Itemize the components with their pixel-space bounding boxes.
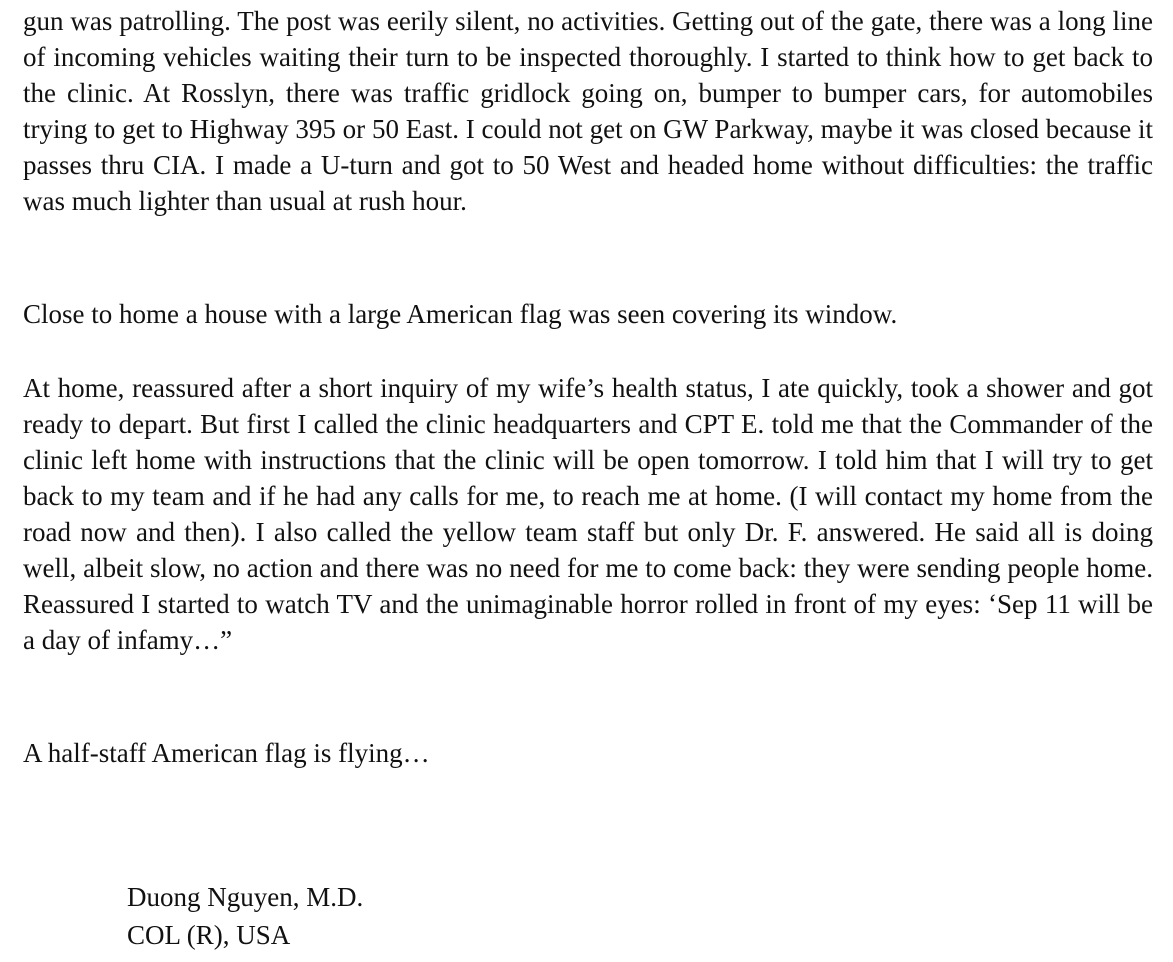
signature-name: Duong Nguyen, M.D. bbox=[127, 882, 364, 912]
paragraph-half-staff: A half-staff American flag is flying… bbox=[23, 738, 430, 768]
signature-block bbox=[127, 878, 363, 954]
signature-title: COL (R), USA bbox=[127, 920, 291, 950]
paragraph-drive-home: gun was patrolling. The post was eerily silent, no activities. Getting out of the gate, there was a long line of incoming vehicles waiting their turn to be inspected thoroughly. I started to think how to get back to the clinic. At Rosslyn, there was traffic gridlock going on, bumper to bumper cars, for automobiles trying to get to Highway 395 or 50 East. I could not get on GW Parkway, maybe it was closed because it passes thru CIA. I made a U-turn and got to 50 West and headed home without difficulties: the traffic was much lighter than usual at rush hour. bbox=[23, 6, 1153, 216]
paragraph-at-home: At home, reassured after a short inquiry of my wife’s health status, I ate quickly, took a shower and got ready to depart. But first I called the clinic headquarters and CPT E. told me that the Commander of the clinic left home with instructions that the clinic will be open tomorrow. I told him that I will try to get back to my team and if he had any calls for me, to reach me at home. (I will contact my home from the road now and then). I also called the yellow team staff but only Dr. F. answered. He said all is doing well, albeit slow, no action and there was no need for me to come back: they were sending people home. Reassured I started to watch TV and the unimaginable horror rolled in front of my eyes: ‘Sep 11 will be a day of infamy…” bbox=[23, 373, 1153, 655]
paragraph-flag-window: Close to home a house with a large American flag was seen covering its window. bbox=[23, 299, 898, 329]
